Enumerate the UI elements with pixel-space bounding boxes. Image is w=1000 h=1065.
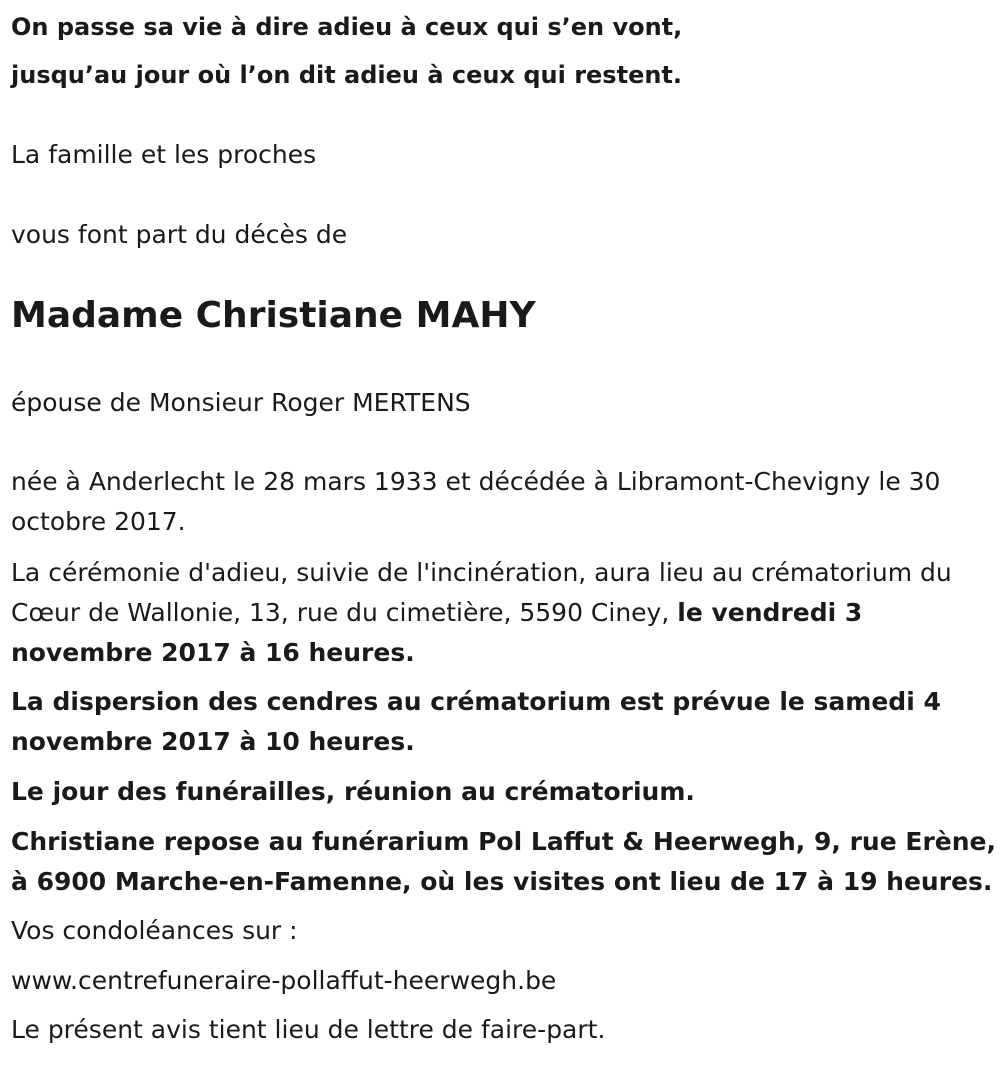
family-text: La famille et les proches: [11, 140, 317, 169]
ceremony-details: La cérémonie d'adieu, suivie de l'incinération, aura lieu au crématorium du Cœur de Wallonie, 13, rue du cimetière, 5590 Ciney,: [11, 558, 952, 627]
ceremony-date: le vendredi 3 novembre 2017 à 16 heures.: [11, 598, 863, 667]
condolences-link[interactable]: www.centrefuneraire-pollaffut-heerwegh.be: [11, 966, 557, 995]
dispersion-text: La dispersion des cendres au crématorium est prévue le samedi 4 novembre 2017 à 10 heures.: [11, 687, 941, 756]
notice-text: Le présent avis tient lieu de lettre de faire-part.: [11, 1015, 606, 1044]
ceremony-text: [11, 553, 996, 673]
condolences-label: Vos condoléances sur :: [11, 916, 298, 945]
birth-death-text: née à Anderlecht le 28 mars 1933 et décédée à Libramont-Chevigny le 30 octobre 2017.: [11, 467, 941, 536]
meeting-text: Le jour des funérailles, réunion au crématorium.: [11, 777, 695, 806]
quote-line-1: On passe sa vie à dire adieu à ceux qui s’en vont,: [11, 13, 683, 41]
condolences-url-line: [11, 961, 996, 1001]
quote-line-2: jusqu’au jour où l’on dit adieu à ceux qui restent.: [11, 61, 683, 89]
deceased-name: Madame Christiane MAHY: [11, 295, 536, 336]
spouse-text: épouse de Monsieur Roger MERTENS: [11, 388, 471, 417]
repose-text: Christiane repose au funérarium Pol Laffut & Heerwegh, 9, rue Erène, à 6900 Marche-en-Famenne, où les visites ont lieu de 17 à 19 heures.: [11, 827, 996, 896]
announce-text: vous font part du décès de: [11, 220, 348, 249]
